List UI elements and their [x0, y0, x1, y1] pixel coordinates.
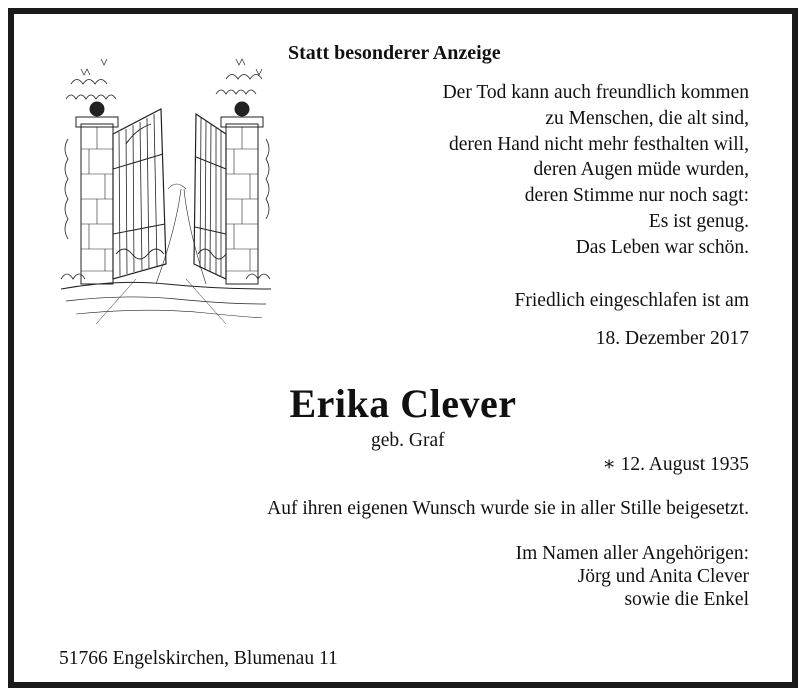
poem-line: Der Tod kann auch freundlich kommen — [442, 82, 749, 103]
notice-heading: Statt besonderer Anzeige — [288, 42, 501, 64]
signoff-line: sowie die Enkel — [624, 589, 749, 610]
death-intro-text: Friedlich eingeschlafen ist am — [514, 290, 749, 311]
burial-note: Auf ihren eigenen Wunsch wurde sie in aller Stille beigesetzt. — [267, 498, 749, 519]
poem-line: Es ist genug. — [648, 210, 749, 232]
poem-line: zu Menschen, die alt sind, — [545, 107, 749, 129]
signoff-line: Jörg und Anita Clever — [577, 566, 749, 587]
death-date: 18. Dezember 2017 — [595, 328, 749, 349]
notice-border — [8, 8, 798, 688]
signoff — [516, 542, 749, 611]
notice-content — [14, 14, 792, 682]
birth-date: ∗ 12. August 1935 — [602, 454, 749, 475]
poem-line: deren Hand nicht mehr festhalten will, — [449, 133, 749, 155]
poem-line: deren Augen müde wurden, — [533, 159, 749, 181]
signoff-line: Im Namen aller Angehörigen: — [515, 543, 749, 564]
deceased-name: Erika Clever — [289, 381, 517, 426]
poem-line: Das Leben war schön. — [575, 236, 749, 258]
poem — [443, 80, 749, 261]
poem-line: deren Stimme nur noch sagt: — [524, 185, 749, 207]
birth-name: geb. Graf — [371, 430, 445, 451]
address: 51766 Engelskirchen, Blumenau 11 — [59, 648, 338, 669]
garden-gate-illustration — [56, 39, 276, 324]
